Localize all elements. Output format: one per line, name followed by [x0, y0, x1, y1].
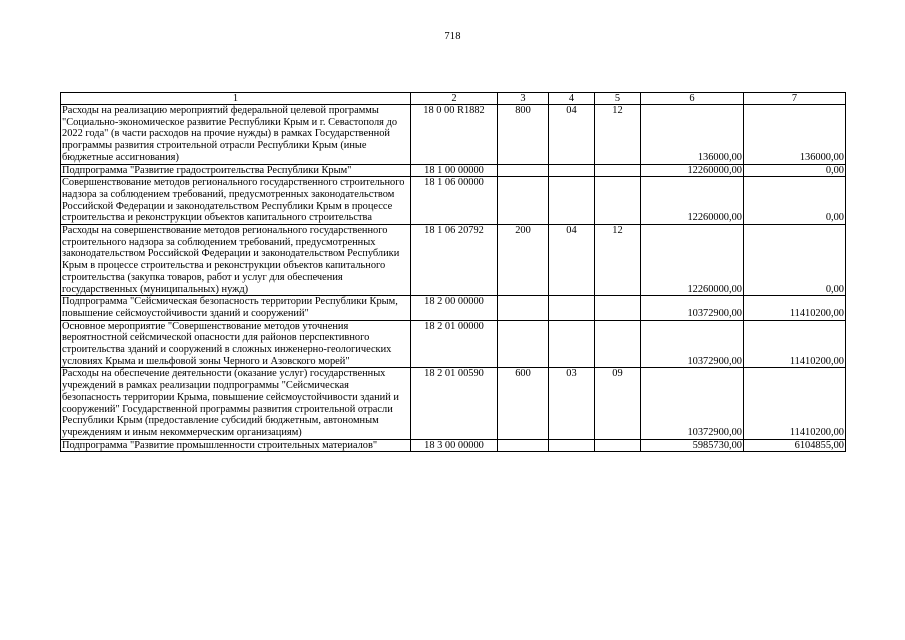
- row-subsection-cell: [595, 164, 641, 177]
- row-code-cell: 18 1 06 00000: [411, 177, 498, 225]
- row-section-cell: [549, 439, 595, 452]
- row-subsection-cell: [595, 296, 641, 320]
- table-row: [61, 177, 846, 225]
- row-section-cell: 04: [549, 225, 595, 296]
- table-row: [61, 164, 846, 177]
- row-amount-year1-cell: 10372900,00: [641, 296, 744, 320]
- row-section-cell: 03: [549, 368, 595, 439]
- row-description-cell: Подпрограмма "Развитие градостроительства Республики Крым": [61, 164, 411, 177]
- row-amount-year2-cell: 0,00: [744, 177, 846, 225]
- row-description-cell: Подпрограмма "Сейсмическая безопасность территории Республики Крым, повышение сейсмоустойчивости зданий и сооружений": [61, 296, 411, 320]
- row-description-cell: Совершенствование методов регионального государственного строительного надзора за соблюдением требований, предусмотренных законодательством Российской Федерации и законодательством Республики Крым в процессе строительства и реконструкции объектов капитального строительства: [61, 177, 411, 225]
- row-expense-type-cell: 800: [498, 105, 549, 165]
- table-row: [61, 320, 846, 368]
- row-code-cell: 18 3 00 00000: [411, 439, 498, 452]
- row-section-cell: [549, 164, 595, 177]
- row-expense-type-cell: [498, 296, 549, 320]
- row-amount-year2-cell: 0,00: [744, 164, 846, 177]
- row-subsection-cell: 12: [595, 225, 641, 296]
- column-header: 5: [595, 93, 641, 105]
- row-section-cell: [549, 320, 595, 368]
- row-amount-year2-cell: 11410200,00: [744, 296, 846, 320]
- row-code-cell: 18 2 01 00590: [411, 368, 498, 439]
- row-expense-type-cell: [498, 439, 549, 452]
- row-expense-type-cell: [498, 177, 549, 225]
- row-section-cell: 04: [549, 105, 595, 165]
- row-amount-year2-cell: 0,00: [744, 225, 846, 296]
- row-code-cell: 18 2 01 00000: [411, 320, 498, 368]
- column-header: 4: [549, 93, 595, 105]
- row-amount-year2-cell: 136000,00: [744, 105, 846, 165]
- row-expense-type-cell: 200: [498, 225, 549, 296]
- row-section-cell: [549, 296, 595, 320]
- table-row: [61, 296, 846, 320]
- row-amount-year1-cell: 10372900,00: [641, 320, 744, 368]
- row-description-cell: Основное мероприятие "Совершенствование методов уточнения вероятностной сейсмической опасности для районов перспективного строительства зданий и сооружений в сложных инженерно-геологических условиях Крыма и шельфовой зоны Черного и Азовского морей": [61, 320, 411, 368]
- row-description-cell: Расходы на совершенствование методов регионального государственного строительного надзора за соблюдением требований, предусмотренных законодательством Российской Федерации и законодательством Республики Крым в процессе строительства и реконструкции объектов капитального строительства (закупка товаров, работ и услуг для обеспечения государственных (муниципальных) нужд): [61, 225, 411, 296]
- budget-table: [60, 92, 846, 452]
- table-row: [61, 439, 846, 452]
- row-code-cell: 18 1 00 00000: [411, 164, 498, 177]
- row-amount-year1-cell: 10372900,00: [641, 368, 744, 439]
- page-number: 718: [444, 31, 461, 42]
- row-amount-year1-cell: 12260000,00: [641, 164, 744, 177]
- row-expense-type-cell: [498, 164, 549, 177]
- row-amount-year1-cell: 12260000,00: [641, 177, 744, 225]
- row-subsection-cell: [595, 320, 641, 368]
- column-header: 7: [744, 93, 846, 105]
- row-code-cell: 18 1 06 20792: [411, 225, 498, 296]
- table-row: [61, 368, 846, 439]
- column-header: 2: [411, 93, 498, 105]
- row-amount-year2-cell: 11410200,00: [744, 368, 846, 439]
- row-subsection-cell: [595, 439, 641, 452]
- row-amount-year1-cell: 136000,00: [641, 105, 744, 165]
- table-header-row: [61, 93, 846, 105]
- row-description-cell: Расходы на обеспечение деятельности (оказание услуг) государственных учреждений в рамках реализации подпрограммы "Сейсмическая безопасность территории Крыма, повышение сейсмоустойчивости зданий и сооружений" Государственной программы развития строительной отрасли Республики Крым (предоставление субсидий бюджетным, автономным учреждениям и иным некоммерческим организациям): [61, 368, 411, 439]
- row-expense-type-cell: 600: [498, 368, 549, 439]
- row-amount-year1-cell: 12260000,00: [641, 225, 744, 296]
- row-expense-type-cell: [498, 320, 549, 368]
- column-header: 6: [641, 93, 744, 105]
- row-code-cell: 18 2 00 00000: [411, 296, 498, 320]
- column-header: 1: [61, 93, 411, 105]
- row-description-cell: Расходы на реализацию мероприятий федеральной целевой программы "Социально-экономическое развитие Республики Крым и г. Севастополя до 2022 года" (в части расходов на прочие нужды) в рамках Государственной программы развития строительной отрасли Республики Крым (иные бюджетные ассигнования): [61, 105, 411, 165]
- row-amount-year2-cell: 6104855,00: [744, 439, 846, 452]
- row-section-cell: [549, 177, 595, 225]
- row-subsection-cell: [595, 177, 641, 225]
- row-amount-year2-cell: 11410200,00: [744, 320, 846, 368]
- row-amount-year1-cell: 5985730,00: [641, 439, 744, 452]
- row-description-cell: Подпрограмма "Развитие промышленности строительных материалов": [61, 439, 411, 452]
- table-row: [61, 225, 846, 296]
- row-subsection-cell: 12: [595, 105, 641, 165]
- table-row: [61, 105, 846, 165]
- column-header: 3: [498, 93, 549, 105]
- row-code-cell: 18 0 00 R1882: [411, 105, 498, 165]
- row-subsection-cell: 09: [595, 368, 641, 439]
